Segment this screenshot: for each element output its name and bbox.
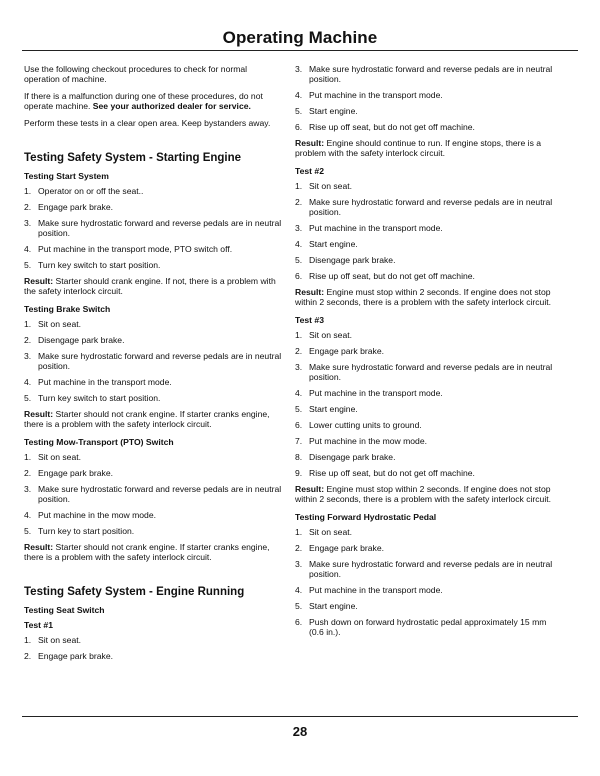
step-item <box>295 585 553 595</box>
step-text: Put machine in the transport mode. <box>309 388 443 398</box>
step-text: Make sure hydrostatic forward and reverse pedals are in neutral position. <box>309 64 553 84</box>
section-heading-starting-engine: Testing Safety System - Starting Engine <box>24 152 242 164</box>
step-item <box>295 271 553 281</box>
step-item <box>24 635 282 645</box>
step-item <box>295 181 553 191</box>
step-item <box>295 106 553 116</box>
step-item <box>24 526 282 536</box>
step-item <box>295 330 553 340</box>
step-number: 5. <box>24 260 32 270</box>
step-text: Sit on seat. <box>38 452 81 462</box>
steps-list <box>295 330 553 478</box>
step-item <box>24 393 282 403</box>
step-item <box>24 452 282 462</box>
step-text: Engage park brake. <box>309 543 385 553</box>
step-item <box>24 510 282 520</box>
step-text: Engage park brake. <box>38 651 114 661</box>
step-text: Put machine in the transport mode. <box>309 90 443 100</box>
steps-list <box>24 452 282 536</box>
step-item <box>24 377 282 387</box>
step-item <box>24 244 282 254</box>
step-text: Lower cutting units to ground. <box>309 420 422 430</box>
step-text: Start engine. <box>309 239 358 249</box>
dealer-note: See your authorized dealer for service. <box>90 101 251 111</box>
step-number: 6. <box>295 271 303 281</box>
step-number: 1. <box>24 319 32 329</box>
step-text: Put machine in the transport mode. <box>309 585 443 595</box>
step-item <box>295 436 553 446</box>
step-item <box>295 64 553 84</box>
step-item <box>295 601 553 611</box>
step-text: Put machine in the transport mode, PTO switch off. <box>38 244 233 254</box>
step-text: Turn key switch to start position. <box>38 260 161 270</box>
step-number: 4. <box>295 585 303 595</box>
step-item <box>24 484 282 504</box>
step-number: 4. <box>24 510 32 520</box>
steps-list <box>295 527 553 637</box>
step-text: Start engine. <box>309 404 358 414</box>
step-text: Rise up off seat, but do not get off machine. <box>309 468 475 478</box>
steps-list <box>295 181 553 281</box>
step-item <box>24 260 282 270</box>
header-rule <box>22 50 578 51</box>
step-number: 4. <box>24 377 32 387</box>
step-number: 1. <box>295 330 303 340</box>
result-brake-switch: Result: Starter should not crank engine. If starter cranks engine, there is a problem with the safety interlock circuit. <box>24 409 270 429</box>
result-test-3: Result: Engine must stop within 2 seconds. If engine does not stop within 2 seconds, there is a problem with the safety interlock circuit. <box>295 484 552 504</box>
step-item <box>24 351 282 371</box>
step-number: 2. <box>24 651 32 661</box>
step-item <box>295 255 553 265</box>
step-number: 9. <box>295 468 303 478</box>
step-text: Turn key to start position. <box>38 526 135 536</box>
step-text: Disengage park brake. <box>309 255 396 265</box>
step-number: 5. <box>295 255 303 265</box>
step-number: 3. <box>295 362 303 372</box>
step-item <box>295 468 553 478</box>
step-item <box>295 223 553 233</box>
step-number: 2. <box>24 202 32 212</box>
step-number: 3. <box>24 484 32 494</box>
result-start-system: Result: Starter should crank engine. If not, there is a problem with the safety interlock circuit. <box>24 276 276 296</box>
step-item <box>295 617 553 637</box>
step-item <box>295 543 553 553</box>
step-text: Push down on forward hydrostatic pedal approximately 15 mm (0.6 in.). <box>309 617 547 637</box>
step-number: 1. <box>24 635 32 645</box>
step-text: Put machine in the transport mode. <box>309 223 443 233</box>
step-text: Sit on seat. <box>38 319 81 329</box>
subheading-seat-switch: Testing Seat Switch <box>24 605 105 615</box>
step-item <box>24 335 282 345</box>
step-text: Make sure hydrostatic forward and reverse pedals are in neutral position. <box>309 559 553 579</box>
step-number: 1. <box>24 186 32 196</box>
step-number: 5. <box>295 601 303 611</box>
step-text: Disengage park brake. <box>38 335 125 345</box>
step-text: Disengage park brake. <box>309 452 396 462</box>
step-number: 5. <box>24 526 32 536</box>
step-number: 2. <box>24 468 32 478</box>
step-text: Make sure hydrostatic forward and reverse pedals are in neutral position. <box>38 484 282 504</box>
subheading-test-2: Test #2 <box>295 166 324 176</box>
footer-rule <box>22 716 578 717</box>
step-number: 8. <box>295 452 303 462</box>
step-text: Make sure hydrostatic forward and reverse pedals are in neutral position. <box>309 362 553 382</box>
step-number: 4. <box>295 239 303 249</box>
result-test-2: Result: Engine must stop within 2 seconds. If engine does not stop within 2 seconds, there is a problem with the safety interlock circuit. <box>295 287 552 307</box>
step-item <box>295 527 553 537</box>
step-item <box>295 90 553 100</box>
step-number: 1. <box>24 452 32 462</box>
steps-list <box>24 635 282 661</box>
step-text: Sit on seat. <box>38 635 81 645</box>
subheading-start-system: Testing Start System <box>24 171 109 181</box>
step-number: 4. <box>295 388 303 398</box>
steps-list <box>24 186 282 270</box>
step-item <box>24 651 282 661</box>
step-number: 5. <box>24 393 32 403</box>
subheading-test-3: Test #3 <box>295 315 324 325</box>
step-number: 5. <box>295 404 303 414</box>
step-text: Engage park brake. <box>38 202 114 212</box>
step-item <box>24 319 282 329</box>
step-text: Rise up off seat, but do not get off machine. <box>309 122 475 132</box>
step-item <box>295 346 553 356</box>
section-heading-engine-running: Testing Safety System - Engine Running <box>24 586 245 598</box>
step-item <box>24 186 282 196</box>
step-number: 6. <box>295 617 303 627</box>
right-column <box>295 64 553 643</box>
step-number: 7. <box>295 436 303 446</box>
step-number: 2. <box>295 543 303 553</box>
step-number: 2. <box>295 346 303 356</box>
step-number: 6. <box>295 420 303 430</box>
step-number: 3. <box>24 218 32 228</box>
step-item <box>295 239 553 249</box>
step-text: Engage park brake. <box>38 468 114 478</box>
step-number: 4. <box>24 244 32 254</box>
step-text: Engage park brake. <box>309 346 385 356</box>
intro-area-paragraph: Perform these tests in a clear open area. Keep bystanders away. <box>24 118 271 128</box>
step-item <box>295 388 553 398</box>
step-number: 4. <box>295 90 303 100</box>
step-item <box>295 404 553 414</box>
step-number: 3. <box>295 223 303 233</box>
step-text: Start engine. <box>309 601 358 611</box>
step-number: 5. <box>295 106 303 116</box>
step-text: Make sure hydrostatic forward and reverse pedals are in neutral position. <box>38 351 282 371</box>
step-text: Sit on seat. <box>309 330 352 340</box>
result-pto-switch: Result: Starter should not crank engine. If starter cranks engine, there is a problem with the safety interlock circuit. <box>24 542 270 562</box>
step-number: 3. <box>24 351 32 361</box>
step-text: Sit on seat. <box>309 181 352 191</box>
step-item <box>295 452 553 462</box>
step-text: Put machine in the mow mode. <box>38 510 156 520</box>
step-number: 1. <box>295 181 303 191</box>
steps-list <box>295 64 553 132</box>
step-item <box>295 559 553 579</box>
step-text: Make sure hydrostatic forward and reverse pedals are in neutral position. <box>309 197 553 217</box>
intro-paragraph: Use the following checkout procedures to check for normal operation of machine. <box>24 64 248 84</box>
step-text: Put machine in the mow mode. <box>309 436 427 446</box>
step-number: 3. <box>295 64 303 74</box>
step-item <box>295 122 553 132</box>
step-number: 6. <box>295 122 303 132</box>
step-number: 1. <box>295 527 303 537</box>
subheading-pto-switch: Testing Mow-Transport (PTO) Switch <box>24 437 174 447</box>
step-text: Make sure hydrostatic forward and reverse pedals are in neutral position. <box>38 218 282 238</box>
intro-warning-paragraph: If there is a malfunction during one of these procedures, do not operate machine. See your authorized dealer for service. <box>24 91 263 111</box>
step-text: Put machine in the transport mode. <box>38 377 172 387</box>
subheading-forward-pedal: Testing Forward Hydrostatic Pedal <box>295 512 437 522</box>
left-column <box>24 64 282 667</box>
step-number: 2. <box>24 335 32 345</box>
step-item <box>24 468 282 478</box>
step-text: Sit on seat. <box>309 527 352 537</box>
result-test-1: Result: Engine should continue to run. If engine stops, there is a problem with the safety interlock circuit. <box>295 138 542 158</box>
subheading-brake-switch: Testing Brake Switch <box>24 304 111 314</box>
step-item <box>295 197 553 217</box>
step-item <box>24 218 282 238</box>
page-number: 28 <box>292 724 308 739</box>
step-text: Turn key switch to start position. <box>38 393 161 403</box>
step-number: 3. <box>295 559 303 569</box>
step-item <box>295 420 553 430</box>
step-number: 2. <box>295 197 303 207</box>
step-text: Operator on or off the seat.. <box>38 186 144 196</box>
step-item <box>295 362 553 382</box>
page-title: Operating Machine <box>222 28 378 47</box>
steps-list <box>24 319 282 403</box>
step-text: Start engine. <box>309 106 358 116</box>
step-text: Rise up off seat, but do not get off machine. <box>309 271 475 281</box>
subheading-test-1: Test #1 <box>24 620 53 630</box>
step-item <box>24 202 282 212</box>
